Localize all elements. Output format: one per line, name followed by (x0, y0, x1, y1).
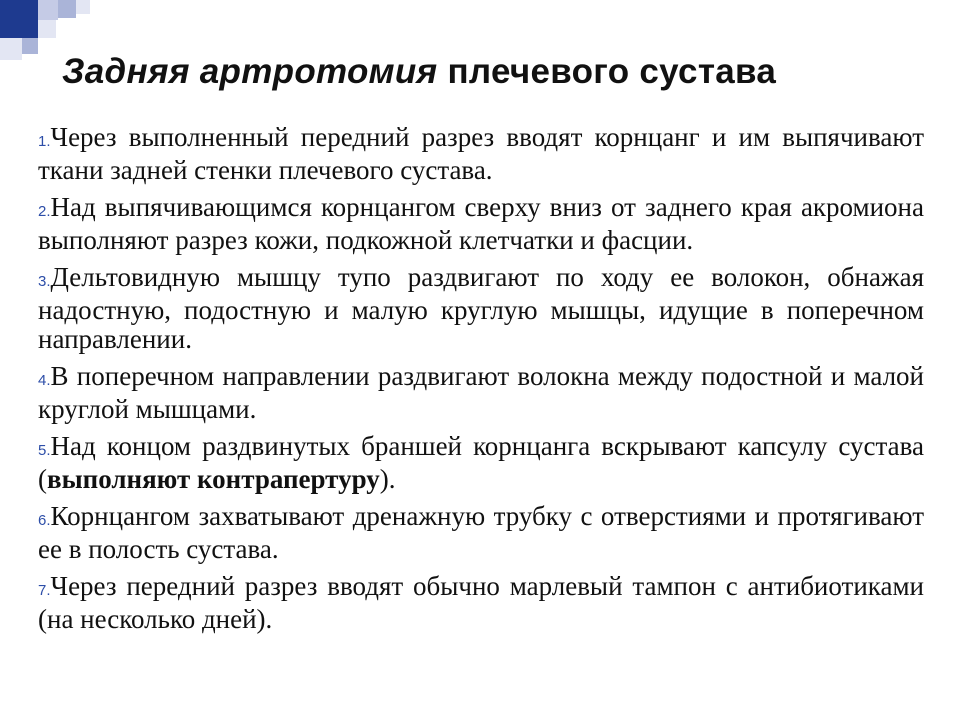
step-1 (38, 123, 924, 185)
step-text: Через передний разрез вводят обычно марлевый тампон с антибиотиками (на несколько дней). (38, 571, 924, 634)
step-text: Корнцангом захватывают дренажную трубку с отверстиями и протягивают ее в полость сустава. (38, 501, 924, 564)
slide-title (62, 52, 942, 92)
step-text: Через выполненный передний разрез вводят корнцанг и им выпячивают ткани задней стенки плечевого сустава. (38, 122, 924, 185)
step-text: Дельтовидную мышцу тупо раздвигают по ходу ее волокон, обнажая надостную, подостную и малую круглую мышцы, идущие в поперечном направлении. (38, 262, 924, 354)
step-number: 7. (38, 582, 51, 599)
step-5 (38, 432, 924, 494)
step-text: Над выпячивающимся корнцангом сверху вниз от заднего края акромиона выполняют разрез кожи, подкожной клетчатки и фасции. (38, 192, 924, 255)
title-regular: плечевого сустава (437, 52, 777, 91)
step-6 (38, 502, 924, 564)
step-number: 2. (38, 203, 51, 220)
step-number: 5. (38, 442, 51, 459)
step-2 (38, 193, 924, 255)
step-7 (38, 572, 924, 634)
step-number: 3. (38, 273, 51, 290)
step-number: 6. (38, 512, 51, 529)
steps-list (38, 123, 924, 642)
title-italic: Задняя артротомия (62, 52, 438, 91)
step-text: Над концом раздвинутых браншей корнцанга вскрывают капсулу сустава ( (38, 431, 924, 494)
step-text-bold: выполняют контрапертуру (47, 464, 380, 494)
step-4 (38, 362, 924, 424)
step-text: В поперечном направлении раздвигают волокна между подостной и малой круглой мышцами. (38, 361, 924, 424)
step-number: 1. (38, 133, 51, 150)
step-text-end: ). (379, 464, 396, 494)
step-3 (38, 263, 924, 354)
step-number: 4. (38, 372, 51, 389)
